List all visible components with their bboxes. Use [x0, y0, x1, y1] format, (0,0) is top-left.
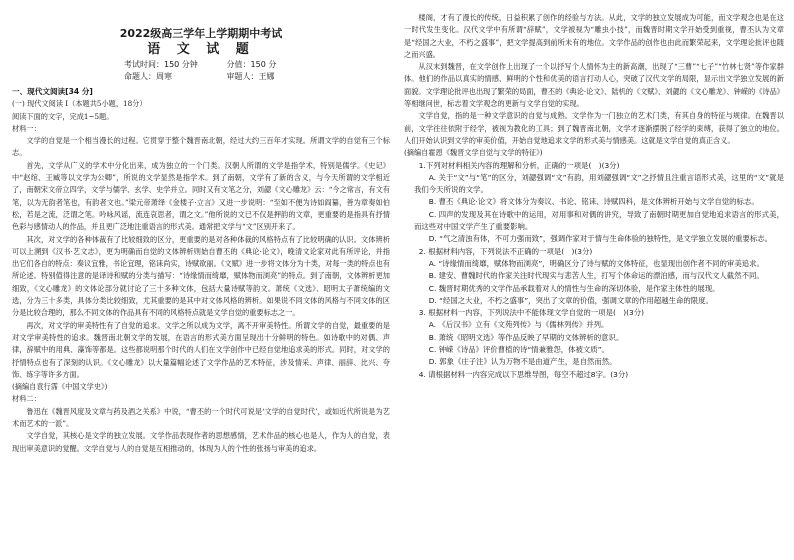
exam-meta-row-2 — [12, 71, 390, 83]
article-para: 从汉末到魏晋，在文学创作上出现了一个以抒写个人情怀为主的新高潮，出现了“三曹”“七子”“竹林七贤”等作家群体。他们的作品以真实的情感、鲜明的个性和优美的语言打动人心，突破了汉代文学的局限，显示出文学独立发展的新面貌。文学理论批评也出现了繁荣的局面，曹丕的《典论·论文》、陆机的《文赋》、刘勰的《文心雕龙》、钟嵘的《诗品》等相继问世，标志着文学观念的更新与文学自觉的实现。 — [404, 62, 784, 109]
exam-title: 2022级高三学年上学期期中考试 — [119, 27, 283, 40]
material1-source: (摘编自袁行霈《中国文学史》) — [12, 382, 108, 392]
time-label: 考试时间：150 分钟 — [124, 60, 198, 69]
question-1-option: D. “气之清浊有体，不可力强而致”，强调作家对于情与生命体验的独特性，是文学独立发展的重要标志。 — [428, 234, 773, 244]
author-label: 命题人：周寒 — [124, 72, 172, 81]
subsection-title: (一) 现代文阅读 I（本题共5小题，18分） — [12, 99, 147, 109]
question-3-option: C. 钟嵘《诗品》评价曹植的诗“情兼雅怨，体被文质”。 — [428, 345, 609, 355]
material1-para: 文学的自觉是一个相当漫长的过程。它贯穿于整个魏晋南北朝，经过大约三百年才实现。所谓文学的自觉有三个标志。 — [12, 136, 390, 158]
question-1-option: B. 曹丕《典论·论文》将文体分为奏议、书论、铭诔、诗赋四科，是文体辨析开始与文学自觉的标志。 — [428, 197, 759, 207]
material1-para: 再次，对文学的审美特性有了自觉的追求。文学之所以成为文学，离不开审美特性。所谓文学的自觉，最重要的是对文学审美特性的追求。魏晋南北朝文学的发展，在语言的形式美方面呈现出十分鲜明的特色。如诗歌中的对偶、声律，辞赋中的用典、藻饰等都是。这些都说明那个时代的人们在文学创作中已经自觉地追求美的形式。同时，对文学的抒情特点也有了深刻的认识。《文心雕龙》以大量篇幅论述了文学作品的艺术特征，涉及情采、声律、丽辞、比兴、夸饰、练字等许多方面。 — [12, 320, 390, 379]
material2-para: 鲁迅在《魏晋风度及文章与药及酒之关系》中说，“曹丕的一个时代可说是‘文学的自觉时代’，或如近代所说是为艺术而艺术的一派”。 — [12, 406, 390, 429]
instruction: 阅读下面的文字，完成1~5题。 — [12, 111, 114, 121]
question-4: 4. 请根据材料一内容完成以下思维导图，每空不超过8字。(3分) — [418, 369, 629, 379]
question-2: 2. 根据材料内容，下列说法不正确的一项是( )(3分) — [418, 246, 593, 256]
material1-para: 首先，文学从广义的学术中分化出来，成为独立的一个门类。汉朝人所谓的文学是指学术，特别是儒学。《史记》中“赵绾、王臧等以文学为公卿”，所说的文学显然是指学术。到了南朝，文学有了新的含义，与今天所谓的文学相近了，南朝宋文帝立四学，文学与儒学、玄学、史学并立。同时又有文笔之分，刘勰《文心雕龙》云：“今之常言，有文有笔，以为无韵者笔也，有韵者文也。”梁元帝萧绎《金楼子·立言》又进一步说明：“至如不便为诗如阎纂，善为章奏如伯松，若是之流，泛谓之笔。吟咏风谣，流连哀思者，谓之文。”他所说的文已不仅是押韵的文章，更重要的是指具有抒情色彩与感情动人的作品，并且更广泛地注重语言的形式美。通常把文学与“文”区别开来了。 — [12, 160, 390, 232]
question-3: 3. 根据材料一内容，下列说法中不能体现文学自觉的一项是( )(3分) — [418, 308, 644, 318]
article-para: 文学自觉，指的是一种文学意识的自觉与成熟。文学作为一门独立的艺术门类，有其自身的特征与规律。在魏晋以前，文学往往依附于经学，被视为教化的工具；到了魏晋南北朝，文学才逐渐摆脱了经学的束缚，获得了独立的地位。人们开始认识到文学的审美价值，开始自觉地追求文学的形式美与情感美。这就是文学自觉的真正含义。 — [404, 111, 784, 145]
exam-meta-row-1 — [12, 59, 390, 71]
material2-para: 文学自觉，其核心是文学的独立发展。文学作品表现作者的思想感情，艺术作品的核心也是人，作为人的自觉，表现出审美意识的觉醒。文学自觉与人的自觉是互相推动的，体现为人的个性的张扬与审美的追求。 — [12, 431, 390, 453]
question-3-option: B. 萧统《昭明文选》等作品反映了早期的文体辨析的意识。 — [428, 332, 624, 342]
material2-source: (摘编自霍恩《魏晋文学自觉与文学的特征》) — [404, 148, 543, 158]
score-label: 分值：150 分 — [226, 60, 277, 69]
question-1: 1.下列对材料相关内容的理解和分析，正确的一项是( )(3分) — [418, 160, 620, 170]
question-2-option: D. “经国之大业，不朽之盛事”，突出了文章的价值，强调文章的作用超越生命的限度。 — [428, 295, 713, 305]
material1-label: 材料一： — [12, 123, 41, 133]
question-2-option: A. “诗缘情而绮靡，赋体物而浏亮”，明确区分了诗与赋的文体特征，也显现出创作者不同的审美追求。 — [428, 258, 764, 268]
material2-label: 材料二： — [12, 394, 41, 404]
question-3-option: A. 《后汉书》立有《文苑列传》与《儒林列传》并列。 — [428, 320, 609, 330]
question-2-option: B. 建安、曹魏时代的作家关注时代现实与悲苦人生，打写个体命运的漂泊感，而与汉代文人截然不同。 — [428, 271, 764, 281]
material1-para: 其次，对文学的各种体裁有了比较细致的区分，更重要的是对各种体裁的风格特点有了比较明确的认识。文体辨析可以上溯到《汉书·艺文志》，更为明确而自觉的文体辨析则始自曹丕的《典论·论文》，晚清文论家对此有所评论，并指出它们各自的特点：奏议宜雅，书论宜理，铭诔尚实，诗赋欲丽。《文赋》进一步将文体分为十类，对每一类的特点也有所论述。特别值得注意的是译诗和赋的分类与描写：“诗缘情而绮靡，赋体物而浏亮”的特点。到了南朝，文体辨析更加细致，《文心雕龙》的文体论部分就讨论了三十多种文体，包括大量诗赋等韵文。萧统《文选》、昭明太子萧统编的文选，分为三十多类，具体分类比较细致，尤其重要的是其中对文体风格的辨析。如果说不同文体的风格与不同文体的区分是比较合理的，那么不同文体的作品具有不同的风格特点就是文学自觉的重要标志之一。 — [12, 234, 390, 318]
question-3-option: D. 郭象《庄子注》认为万物不是由道产生，是自然而然。 — [428, 357, 617, 367]
left-column — [12, 12, 390, 455]
right-column — [404, 12, 784, 381]
question-1-option: A. 关于“文”与“笔”的区分，刘勰强调“文”有韵，用刘勰强调“文”之抒情且注重言语形式美，这里的“文”就是我们今天所说的文学。 — [414, 172, 784, 195]
question-1-option: C. 四声的发现及其在诗歌中的运用，对用事和对偶的讲究，导致了南朝时期更加自觉地追求语言的形式美，而这些对中国文学产生了重要影响。 — [414, 209, 784, 232]
question-2-option: C. 魏晋时期优秀的文学作品承载着对人的情性与生命的深切体验，是作家主体性的展现。 — [428, 283, 720, 293]
section-title: 一、现代文阅读[34 分] — [12, 87, 93, 96]
subject-title: 语 文 试 题 — [147, 42, 255, 57]
article-para: 楼阁，才有了漫长的传统，日益积累了创作的经验与方法。从此，文学的独立发展成为可能，而文学观念也是在这一时代发生变化。汉代文学中有所谓“辞赋”，文学被视为“雕虫小技”，而魏晋时期文学开始受到重视，曹丕认为文章是“经国之大业，不朽之盛事”，把文学提高到前所未有的地位。文学作品的创作也由此而繁荣起来，文学理论批评也随之而兴盛。 — [404, 13, 784, 59]
reviewer-label: 审题人：王娜 — [226, 72, 275, 81]
